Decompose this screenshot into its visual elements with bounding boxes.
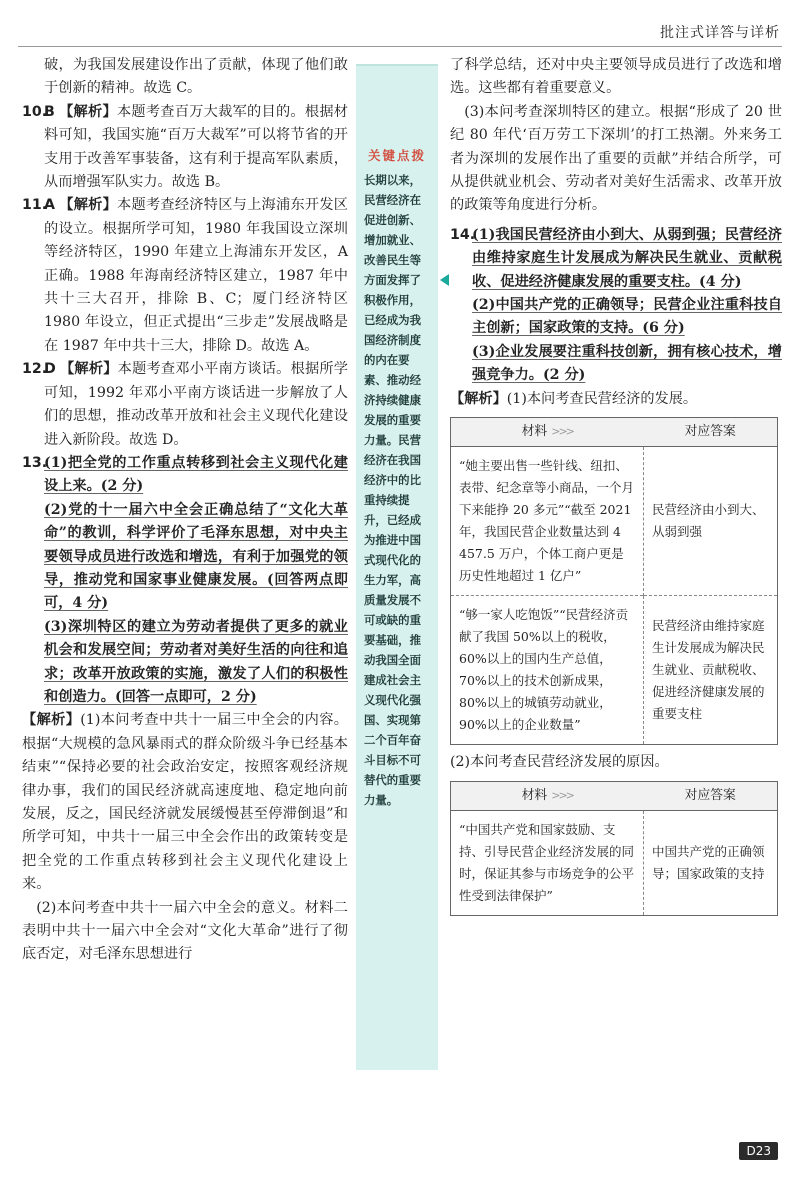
chevron-right-icon: >>>: [551, 788, 573, 802]
answer-letter: D: [44, 361, 56, 378]
analysis-text: 本题考查邓小平南方谈话。根据所学可知，1992 年邓小平南方谈话进一步解放了人们的思想，推动改革开放和社会主义现代化建设进入新阶段。故选 D。: [44, 361, 348, 448]
material-cell: “够一家人吃饱饭”“民营经济贡献了我国 50%以上的税收，60%以上的国内生产总值，70%以上的技术创新成果，80%以上的城镇劳动就业，90%以上的企业数量”: [451, 596, 644, 745]
question-number: 12.: [22, 361, 48, 378]
answer-part-3: [472, 341, 782, 388]
table-row: [451, 810, 778, 915]
material-cell: “中国共产党和国家鼓励、支持、引导民营企业经济发展的同时，保证其参与市场竞争的公平性受到法律保护”: [451, 810, 644, 915]
answer-text: (3)企业发展要注重科技创新，拥有核心技术，增强竞争力。(2 分): [472, 343, 782, 384]
analysis-tag: 【解析】: [59, 361, 118, 378]
table-row: [451, 596, 778, 745]
continued-text: 破，为我国发展建设作出了贡献，体现了他们敢于创新的精神。故选 C。: [44, 57, 348, 97]
material-answer-table-1: [450, 417, 778, 745]
left-column: [22, 54, 348, 967]
analysis-text: 本题考查经济特区与上海浦东开发区的设立。根据所学可知，1980 年我国设立深圳等经济特区，1990 年建立上海浦东开发区，A 正确。1988 年海南经济特区建立，1987 年中共十三大召开，排除 B、C；厦门经济特区 1980 年设立，但正式提出“三步走”发展战略是在 1987 年中共十三大，排除 D。故选 A。: [44, 197, 348, 354]
header-label: 材料: [521, 424, 548, 440]
material-answer-table-2: [450, 781, 778, 916]
header-label: 材料: [521, 787, 548, 803]
analysis-14-2: (2)本问考查民营经济发展的原因。: [450, 754, 669, 771]
table-row: [451, 447, 778, 596]
analysis-text: (1)本问考查民营经济的发展。: [506, 390, 698, 407]
answer-text: (1)我国民营经济由小到大、从弱到强；民营经济由维持家庭生计发展成为解决民生就业、贡献税收、促进经济健康发展的重要支柱。(4 分): [472, 226, 782, 290]
column-header-answer: 对应答案: [644, 781, 778, 810]
analysis-14-1: [450, 388, 782, 411]
material-cell: “她主要出售一些针线、纽扣、表带、纪念章等小商品，一个月下来能挣 20 多元”“截至 2021 年，我国民营企业数量达到 4 457.5 万户，个体工商户更是历史性地超过 1 亿户”: [451, 447, 644, 596]
question-number: 13.: [22, 454, 48, 471]
column-header-answer: 对应答案: [644, 418, 778, 447]
answer-part-2: [472, 294, 782, 341]
question-10: [22, 101, 348, 195]
answer-part-1: [22, 452, 348, 499]
pointer-arrow-icon: [440, 274, 449, 286]
answer-text: (2)党的十一届六中全会正确总结了“文化大革命”的教训，科学评价了毛泽东思想，对中央主要领导成员进行改选和增选，有利于加强党的领导，推动党和国家事业健康发展。(回答两点即可，4 分): [44, 501, 348, 612]
analysis-tag: 【解析】: [450, 390, 507, 407]
answer-part-1: [450, 224, 782, 294]
analysis-13-1: [22, 709, 348, 896]
column-header-material: [451, 781, 644, 810]
answer-letter: A: [44, 197, 55, 214]
question-11: [22, 194, 348, 358]
answer-text: (3)深圳特区的建立为劳动者提供了更多的就业机会和发展空间；劳动者对美好生活的向往和追求；改革开放政策的实施，激发了人们的积极性和创造力。(回答一点即可，2 分): [44, 618, 348, 705]
answer-text: (1)把全党的工作重点转移到社会主义现代化建设上来。(2 分): [44, 454, 348, 495]
table-header: [451, 418, 778, 447]
answer-cell: 民营经济由维持家庭生计发展成为解决民生就业、贡献税收、促进经济健康发展的重要支柱: [644, 596, 778, 745]
page-number: D23: [739, 1142, 778, 1160]
column-header-material: [451, 418, 644, 447]
answer-text: (2)中国共产党的正确领导；民营企业注重科技自主创新；国家政策的支持。(6 分): [472, 297, 782, 337]
header-divider: [18, 46, 782, 47]
chevron-right-icon: >>>: [551, 425, 573, 439]
question-number: 10.: [22, 103, 48, 120]
running-header: 批注式详答与详析: [660, 25, 780, 41]
table-header: [451, 781, 778, 810]
answer-letter: B: [44, 103, 55, 120]
analysis-tag: 【解析】: [58, 197, 118, 214]
continued-text: 了科学总结，还对中央主要领导成员进行了改选和增选。这些都有着重要意义。: [450, 57, 782, 97]
question-14: [450, 224, 782, 388]
question-number: 11.: [22, 197, 48, 214]
analysis-tag: 【解析】: [58, 103, 117, 120]
analysis-text: 本题考查百万大裁军的目的。根据材料可知，我国实施“百万大裁军”可以将节省的开支用于改善军事装备，这有利于提高军队素质，从而增强军队实力。故选 B。: [44, 103, 348, 191]
answer-part-2: [44, 499, 348, 616]
answer-cell: 民营经济由小到大、从弱到强: [644, 447, 778, 596]
analysis-13-3: (3)本问考查深圳特区的建立。根据“形成了 20 世纪 80 年代‘百万劳工下深圳’的打工热潮。外来务工者为深圳的发展作出了重要的贡献”并结合所学，可从提供就业机会、劳动者对美好生活需求、改革开放的政策等角度进行分析。: [450, 103, 782, 214]
key-point-sidebar: [356, 64, 438, 1070]
analysis-tag: 【解析】: [22, 712, 81, 729]
question-12: [22, 358, 348, 452]
answer-cell: 中国共产党的正确领导；国家政策的支持: [644, 810, 778, 915]
answer-part-3: [44, 616, 348, 710]
right-column: [450, 54, 782, 922]
analysis-13-2: (2)本问考查中共十一届六中全会的意义。材料二表明中共十一届六中全会对“文化大革命”进行了彻底否定，对毛泽东思想进行: [22, 899, 348, 963]
sidebar-text: 长期以来，民营经济在促进创新、增加就业、改善民生等方面发挥了积极作用，已经成为我国经济制度的内在要素、推动经济持续健康发展的重要力量。民营经济在我国经济中的比重持续提升，已经成为推进中国式现代化的生力军，高质量发展不可或缺的重要基础，推动我国全面建成社会主义现代化强国、实现第二个百年奋斗目标不可替代的重要力量。: [364, 173, 421, 807]
question-13: [22, 452, 348, 709]
question-number: 14.: [450, 226, 476, 243]
analysis-text: (1)本问考查中共十一届三中全会的内容。根据“大规模的急风暴雨式的群众阶级斗争已经基本结束”“保持必要的社会政治安定，按照客观经济规律办事，我们的国民经济就高速度地、稳定地向前发展，反之，国民经济就发展缓慢甚至停滞倒退”和所学可知，中共十一届三中全会作出的政策转变是把全党的工作重点转移到社会主义现代化建设上来。: [22, 712, 348, 893]
sidebar-title: 关键点拨: [367, 148, 426, 163]
